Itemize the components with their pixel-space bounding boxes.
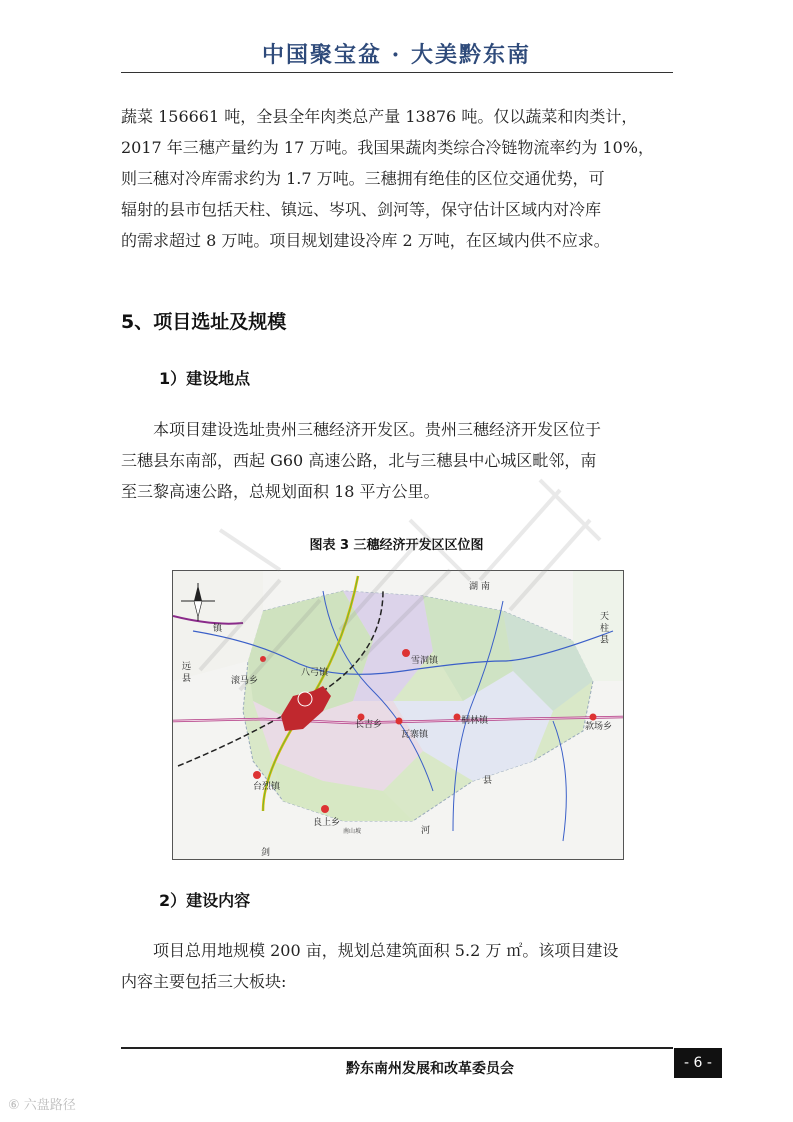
- subsection-heading-content: 2）建设内容: [159, 891, 251, 910]
- location-map: [172, 570, 624, 860]
- town-marker: [396, 718, 403, 725]
- section-heading: 5、项目选址及规模: [121, 311, 287, 333]
- map-label-small: 南山坡: [343, 828, 362, 835]
- footer-divider: [121, 1047, 673, 1049]
- town-marker: [321, 805, 329, 813]
- map-label-north-county: 湖 南: [469, 582, 490, 592]
- text-line: 则三穗对冷库需求约为 1.7 万吨。三穗拥有绝佳的区位交通优势，可: [121, 169, 605, 188]
- town-marker: [260, 656, 266, 662]
- map-label-town: 桐林镇: [461, 716, 489, 726]
- map-label-town: 八弓镇: [301, 668, 329, 678]
- town-marker: [454, 714, 461, 721]
- text-line: 蔬菜 156661 吨，全县全年肉类总产量 13876 吨。仅以蔬菜和肉类计，: [121, 107, 638, 126]
- page-number: - 6 -: [674, 1048, 722, 1078]
- subsection-heading-location: 1）建设地点: [159, 369, 251, 388]
- map-label-town: 长吉乡: [355, 720, 383, 730]
- map-canvas: [173, 571, 623, 859]
- town-marker: [590, 714, 597, 721]
- text-line: 辐射的县市包括天柱、镇远、岑巩、剑河等，保守估计区域内对冷库: [121, 200, 602, 219]
- map-label-east-county: 县: [483, 776, 493, 786]
- text-line: 至三黎高速公路，总规划面积 18 平方公里。: [121, 482, 440, 501]
- text-line: 三穗县东南部，西起 G60 高速公路，北与三穗县中心城区毗邻，南: [121, 451, 597, 470]
- corner-logo: ⑥ 六盘路径: [8, 1098, 76, 1113]
- town-marker: [402, 649, 410, 657]
- county-seat-marker: [298, 692, 312, 706]
- map-label-town: 良上乡: [313, 818, 341, 828]
- map-label-west-town: 镇: [213, 624, 223, 634]
- text-line: 内容主要包括三大板块:: [121, 972, 287, 991]
- header-divider: [121, 72, 673, 73]
- map-label-south-river: 河: [421, 826, 431, 836]
- map-label-south-county: 剑: [261, 848, 271, 858]
- map-label-town: 滚马乡: [231, 676, 259, 686]
- page-header-title: 中国聚宝盆 · 大美黔东南: [262, 42, 531, 68]
- figure-caption: 图表 3 三穗经济开发区区位图: [309, 538, 484, 553]
- map-label-tianzhu-county: 天 柱 县: [598, 611, 608, 644]
- text-line: 项目总用地规模 200 亩，规划总建筑面积 5.2 万 ㎡。该项目建设: [153, 941, 619, 960]
- map-label-west-county: 远 县: [180, 661, 190, 682]
- text-line: 的需求超过 8 万吨。项目规划建设冷库 2 万吨，在区域内供不应求。: [121, 231, 610, 250]
- paragraph-location: [121, 414, 675, 507]
- footer-organization: 黔东南州发展和改革委员会: [346, 1061, 514, 1077]
- paragraph-content: [121, 935, 675, 997]
- text-line: 本项目建设选址贵州三穗经济开发区。贵州三穗经济开发区位于: [153, 420, 602, 439]
- map-label-town: 雪洞镇: [411, 656, 439, 666]
- paragraph-market-demand: [121, 101, 675, 256]
- map-label-town: 台烈镇: [253, 782, 281, 792]
- map-label-town: 瓦寨镇: [401, 730, 429, 740]
- text-line: 2017 年三穗产量约为 17 万吨。我国果蔬肉类综合冷链物流率约为 10%，: [121, 138, 654, 157]
- town-marker: [253, 771, 261, 779]
- map-label-town: 款场乡: [585, 722, 613, 732]
